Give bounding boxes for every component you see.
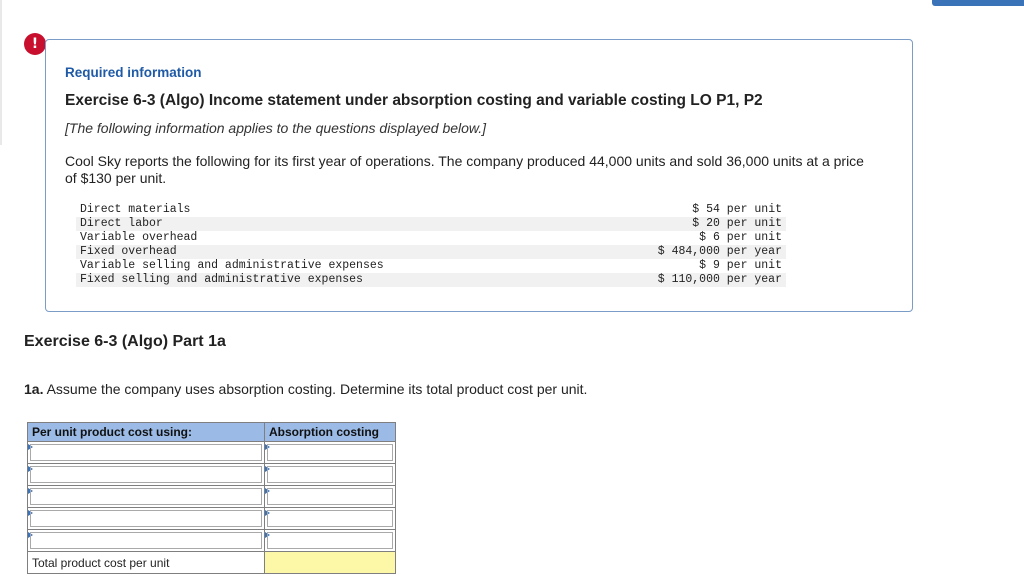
applies-note: [The following information applies to the questions displayed below.] (65, 120, 487, 136)
amount-field[interactable] (267, 466, 393, 483)
cost-value: $ 9 per unit (578, 259, 786, 273)
absorption-amount-input[interactable] (265, 464, 396, 486)
answer-table (27, 422, 396, 574)
col-header-product-cost: Per unit product cost using: (28, 423, 265, 442)
required-information-panel (45, 39, 913, 312)
cost-item-field[interactable] (30, 488, 262, 505)
alert-icon: ! (24, 33, 46, 55)
cost-value: $ 20 per unit (578, 217, 786, 231)
total-product-cost-input[interactable] (265, 552, 396, 574)
amount-field[interactable] (267, 444, 393, 461)
table-row (76, 203, 786, 217)
cost-item-field[interactable] (30, 532, 262, 549)
cost-data-table (76, 203, 786, 287)
table-row (28, 464, 396, 486)
table-row (28, 508, 396, 530)
required-information-label: Required information (65, 65, 202, 80)
total-row (28, 552, 396, 574)
cost-value: $ 6 per unit (578, 231, 786, 245)
exercise-description: Cool Sky reports the following for its first year of operations. The company produced 44,000 units and sold 36,000 units at a price of $130 per unit. (65, 153, 864, 186)
left-divider (0, 0, 2, 145)
cost-label: Fixed overhead (76, 245, 578, 259)
cost-value: $ 54 per unit (578, 203, 786, 217)
top-accent-bar (932, 0, 1024, 6)
cost-label: Variable selling and administrative expenses (76, 259, 578, 273)
cost-item-select[interactable] (28, 530, 265, 552)
cost-item-field[interactable] (30, 510, 262, 527)
table-row (76, 245, 786, 259)
cost-label: Fixed selling and administrative expenses (76, 273, 578, 287)
part-title: Exercise 6-3 (Algo) Part 1a (24, 333, 226, 350)
table-row (76, 231, 786, 245)
cost-value: $ 110,000 per year (578, 273, 786, 287)
cost-item-select[interactable] (28, 442, 265, 464)
cost-item-select[interactable] (28, 508, 265, 530)
total-label: Total product cost per unit (28, 552, 265, 574)
col-header-absorption: Absorption costing (265, 423, 396, 442)
cost-item-select[interactable] (28, 464, 265, 486)
question-body: Assume the company uses absorption costing. Determine its total product cost per unit. (43, 381, 588, 397)
table-row (28, 486, 396, 508)
amount-field[interactable] (267, 488, 393, 505)
cost-label: Direct materials (76, 203, 578, 217)
cost-label: Direct labor (76, 217, 578, 231)
absorption-amount-input[interactable] (265, 486, 396, 508)
table-row (76, 259, 786, 273)
cost-label: Variable overhead (76, 231, 578, 245)
cost-item-field[interactable] (30, 466, 262, 483)
cost-item-select[interactable] (28, 486, 265, 508)
absorption-amount-input[interactable] (265, 442, 396, 464)
absorption-amount-input[interactable] (265, 508, 396, 530)
exercise-title: Exercise 6-3 (Algo) Income statement under absorption costing and variable costing LO P1, P2 (65, 92, 763, 109)
cost-value: $ 484,000 per year (578, 245, 786, 259)
amount-field[interactable] (267, 510, 393, 527)
question-number: 1a. (24, 381, 44, 397)
question-text (24, 381, 587, 397)
amount-field[interactable] (267, 532, 393, 549)
absorption-amount-input[interactable] (265, 530, 396, 552)
table-row (76, 273, 786, 287)
table-row (76, 217, 786, 231)
cost-item-field[interactable] (30, 444, 262, 461)
table-row (28, 530, 396, 552)
table-row (28, 442, 396, 464)
